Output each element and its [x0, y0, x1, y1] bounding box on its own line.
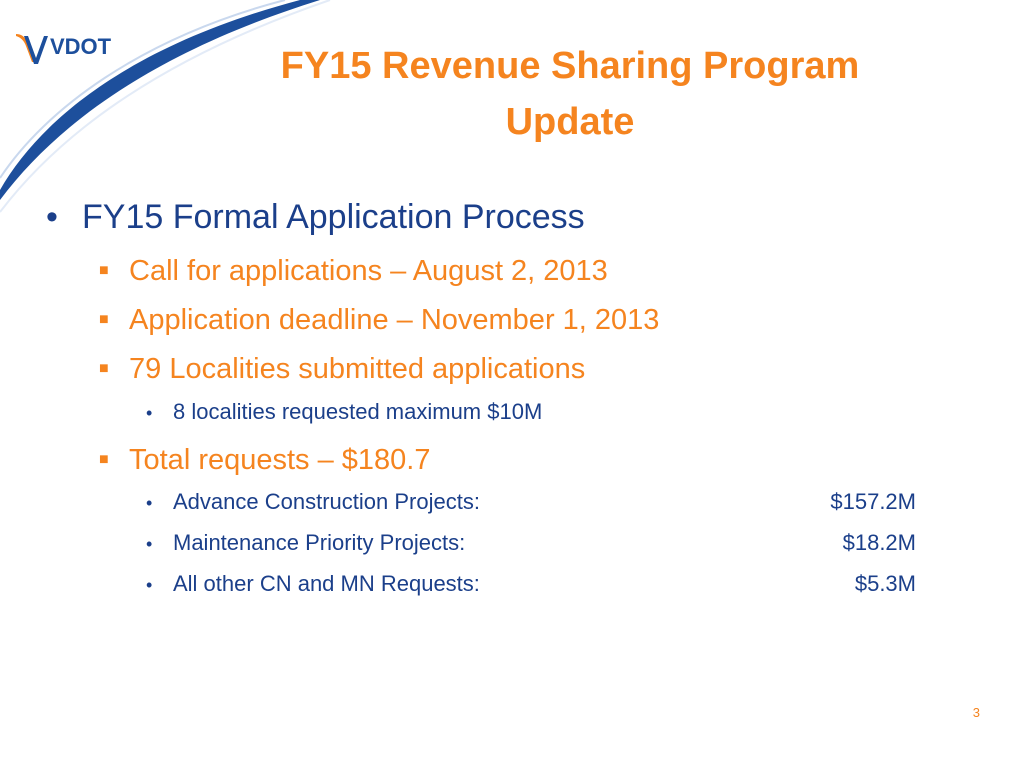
title-line-1: FY15 Revenue Sharing Program [280, 45, 860, 87]
breakdown-row [146, 529, 916, 558]
bullet-marker: • [146, 534, 153, 554]
bullet-total-requests [99, 443, 430, 477]
breakdown-amount: $157.2M [830, 489, 916, 514]
bullet-call-for-applications [99, 254, 608, 288]
vdot-logo [14, 30, 144, 70]
breakdown-amount: $18.2M [842, 530, 916, 555]
breakdown-label: Maintenance Priority Projects: [173, 530, 466, 555]
square-bullet-marker: ■ [99, 262, 109, 279]
bullet-localities-submitted [99, 352, 585, 386]
breakdown-amount: $5.3M [854, 571, 916, 596]
bullet-text: Call for applications – August 2, 2013 [129, 255, 608, 287]
bullet-marker: • [146, 403, 153, 423]
title-line-2: Update [505, 101, 635, 143]
bullet-application-process [46, 197, 585, 237]
breakdown-label: All other CN and MN Requests: [173, 571, 480, 596]
bullet-text: FY15 Formal Application Process [82, 198, 585, 236]
bullet-marker: • [146, 575, 153, 595]
square-bullet-marker: ■ [99, 360, 109, 377]
bullet-text: 8 localities requested maximum $10M [173, 399, 543, 424]
bullet-text: Application deadline – November 1, 2013 [129, 304, 660, 336]
bullet-text: 79 Localities submitted applications [129, 353, 586, 385]
breakdown-row [146, 488, 916, 517]
logo-text: VDOT [50, 34, 112, 59]
bullet-max-requested [146, 398, 542, 427]
breakdown-row [146, 570, 916, 599]
page-number: 3 [972, 705, 980, 720]
bullet-application-deadline [99, 303, 659, 337]
bullet-text: Total requests – $180.7 [129, 444, 431, 476]
bullet-marker: • [46, 198, 58, 236]
square-bullet-marker: ■ [99, 311, 109, 328]
breakdown-label: Advance Construction Projects: [173, 489, 480, 514]
square-bullet-marker: ■ [99, 451, 109, 468]
bullet-marker: • [146, 493, 153, 513]
